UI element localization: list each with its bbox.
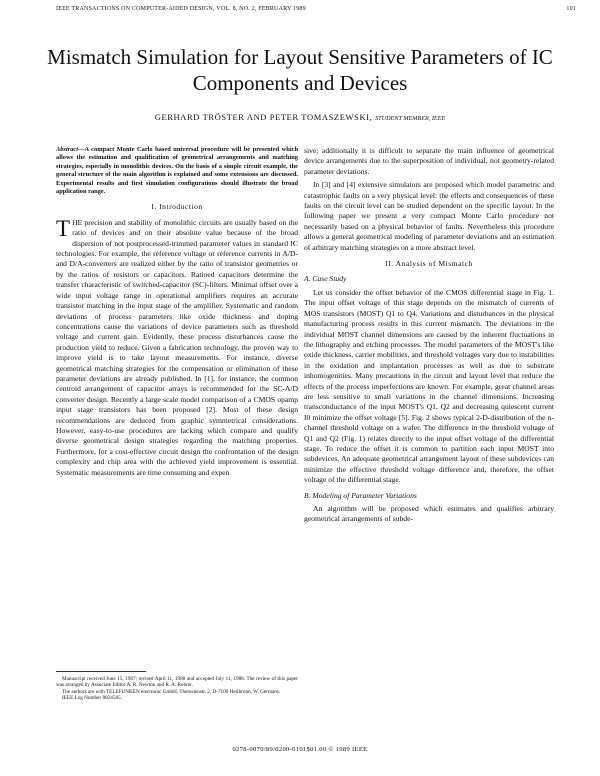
intro-text: HE precision and stability of monolithic circuits are usually based on the ratio of devices and on their absolute value because of the broad dispersion of not postprocessed-trimmed parameter values in standard IC technologies. For example, the reference voltage or reference currents in A/D- and D/A-converters are realized either by the ratio of transistor geometries or by the ratios of resistors or capacitors. Ratioed capacitors determine the transfer characteristic of switched-capacitor (SC)-filters. Minimal offset over a wide input voltage range in operational amplifiers requires an accurate transistor matching in the input stage of the amplifier. Systematic and random deviations of process parameters like oxide thickness and doping concentrations cause the variations of device parameters such as threshold voltage and current gain. Evidently, these process disturbances cause the production yield to reduce. Given a fabrication technology, the proven way to improve yield is to take layout measurements. For instance, diverse geometrical matching strategies for the compensation or elimination of these parameter deviations are already published. In [1], for instance, the common centroid arrangement of capacitor arrays is recommended for the SC-A/D converter design. Recently a large scale model comparison of a CMOS opamp input stage transistors has been proposed [2]. Most of these design recommendations are deduced from graphic symmetrical considerations. However, easy-to-use procedures are lacking which compare and qualify diverse geometrical design strategies regarding the matching properties. Furthermore, for a cost-effective circuit design the confrontation of the design complexity and chip area with the achieved yield improvement is essential. Systematic measurements are time consuming and expen [56, 217, 298, 477]
abstract-text: A compact Monte Carlo based universal procedure will be presented which allows the estimation and qualification of geometrical arrangements and matching strategies, especially in monolithic devices. On the basis of a simple circuit example, the general structure of the main algorithm is explained and some extensions are discussed. Experimental results and first simulation configurations should illustrate the broad application range. [56, 146, 298, 196]
abstract [56, 146, 298, 196]
section-heading-analysis: II. Analysis of Mismatch [385, 259, 473, 269]
left-column [56, 146, 298, 481]
drop-cap: T [56, 215, 71, 241]
author-names: GERHARD TRÖSTER AND PETER TOMASZEWSKI, [154, 112, 373, 122]
paragraph-case-study: Let us consider the offset behavior of the CMOS differential stage in Fig. 1. The input offset voltage of this stage depends on the mismatch of currents of MOS transistors (MOST) Q1 to Q4. Variations and disturbances in the physical manufacturing process results in this current mismatch. The deviations in the individual MOST channel dimensions are caused by the inherent fluctuations in the lithography and etching processes. The model parameters of the MOST's like oxide thickness, carrier mobilities, and threshold voltages vary due to instabilities in the oxidation and implantation processes as well as due to substrate inhomogenities. Many precautions in the circuit and layout level that reduce the effects of the process imperfections are known. For example, great channel areas are less sensitive to small variations in the channel dimensions. Increasing transconductance of the input MOST's Q1, Q2 and decreasing quiescent current I0 minimize the offset voltage [5]. Fig. 2 shows typical 2-D-distribution of the n-channel threshold voltage on a wafer. The difference in the threshold voltage of Q1 and Q2 (Fig. 1) relates directly to the input offset voltage of the differential stage. To reduce the offset it is common to partition each input MOST into subdevices. An adequate geometrical arrangement layout of these subdevices can minimize the effective threshold voltage difference and, therefore, the offset voltage of the differential stage. [304, 287, 554, 485]
paragraph-modeling: An algorithm will be proposed which estimates and qualifies arbitrary geometrical arrangements of subde- [304, 504, 554, 524]
right-column [304, 146, 554, 528]
subsection-heading-modeling: B. Modeling of Parameter Variations [304, 490, 417, 500]
footnote [56, 676, 298, 702]
footnote-manuscript: Manuscript received June 15, 1987; revised April 11, 1988 and accepted July 11, 1988. The review of this paper was arranged by Associate Editor A. R. Newton and R. A. Rohrer. [56, 676, 298, 689]
subsection-heading-case-study: A. Case Study [304, 274, 347, 284]
paragraph-related-work: In [3] and [4] extensive simulators are proposed which model parametric and catastrophic faults on a very physical level: the effects and consequences of these faults on the circuit level can be studied dependent on the specific layout. In the following paper we present a very compact Monte Carlo procedure not necessarily based on a physical behavior of faults. Nevertheless this procedure allows a general geometrical modeling of parameter deviations and an estimation of arbitrary matching strategies on a more abstract level. [304, 180, 554, 252]
footnote-affiliation: The authors are with TELEFUNKEN electronic GmbH, Theresienstr. 2, D-7100 Heilbronn, W. Germany. [62, 688, 281, 695]
author-membership: STUDENT MEMBER, IEEE [375, 115, 446, 122]
paragraph-continued: sive; additionally it is difficult to separate the main influence of geometrical device arrangements due to the superposition of individual, not geometry-related parameter deviations. [304, 146, 554, 176]
running-header [56, 6, 576, 12]
journal-citation: IEEE TRANSACTIONS ON COMPUTER-AIDED DESIGN, VOL. 8, NO. 2, FEBRUARY 1989 [56, 6, 306, 12]
intro-paragraph [56, 215, 298, 478]
abstract-lead: Abstract— [56, 146, 85, 153]
footnote-rule [56, 671, 146, 672]
author-line [30, 112, 570, 122]
footnote-log-number: IEEE Log Number 8824585. [62, 695, 122, 702]
paper-title: Mismatch Simulation for Layout Sensitive Parameters of IC Components and Devices [47, 45, 553, 95]
copyright-line: 0278-0070/89/0200-0101$01.00 © 1989 IEEE [232, 746, 368, 753]
page-number: 101 [566, 6, 576, 12]
section-heading-introduction: I. Introduction [151, 202, 203, 212]
